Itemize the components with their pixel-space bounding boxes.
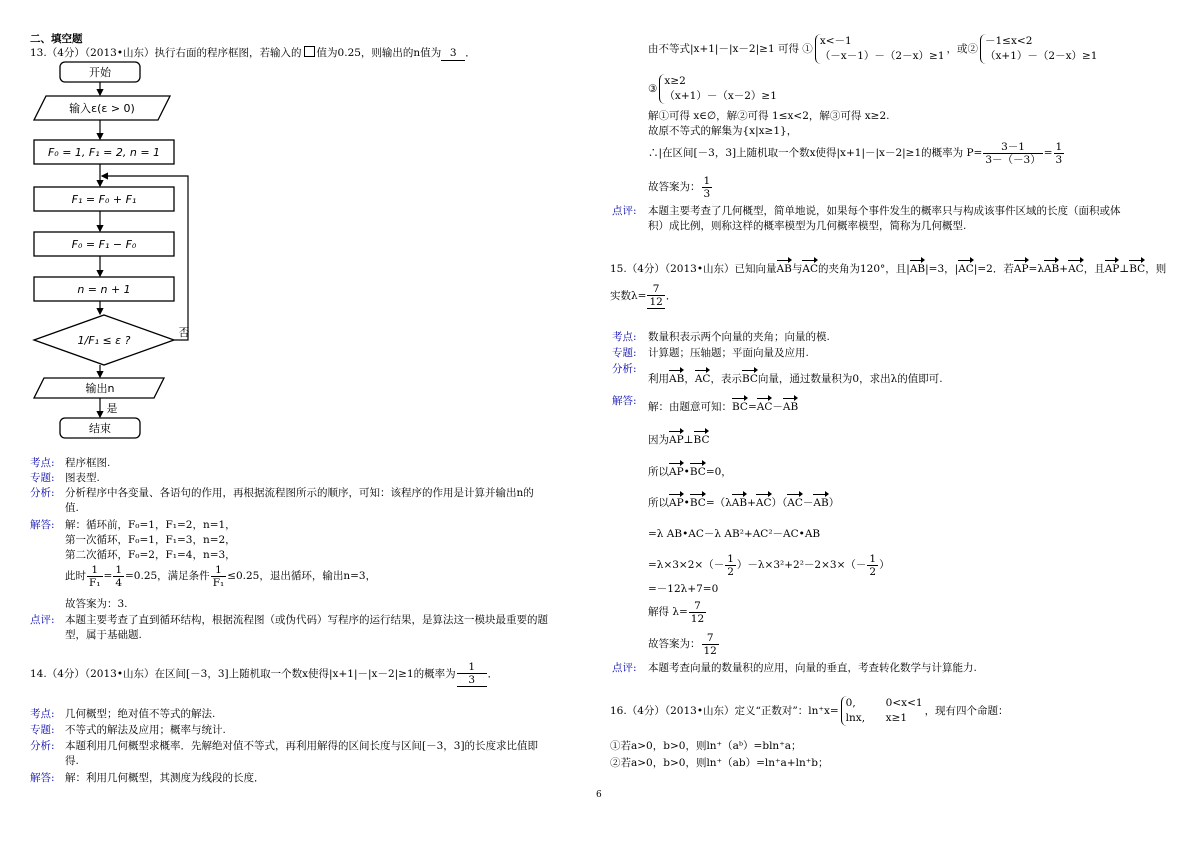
q13-kaodian-tag: 考点: [30,457,55,469]
q14-jieda-tag: 解答: [30,772,55,784]
section-title: 二、填空题 [30,33,83,45]
q15-jieda-line1: 解：由题意可知：BC=AC－AB [648,397,798,414]
q13-zhuanti: 图表型. [65,472,100,484]
q13-jieda-tag: 解答: [30,519,55,531]
q13-dianping-tag: 点评: [30,614,55,626]
q13-fenxi-tag: 分析: [30,487,55,499]
q15-jieda-line9: 故答案为： $\frac{7}{12}$ [648,631,717,657]
q13-dianping-line1: 本题主要考查了直到循环结构，根据流程图（或伪代码）写程序的运行结果，是算法这一模块最重要的题 [65,614,548,626]
q15-fenxi-tag: 分析: [612,363,637,375]
q13-kaodian: 程序框图. [65,457,111,469]
q14-cont-line4: ∴|在区间[－3，3]上随机取一个数x使得|x+1|－|x－2|≥1的概率为 P= $\frac{3-1}{3-(-3)}$ = $\frac{1}{3}$ [648,140,1063,166]
q14-fenxi-line2: 得. [65,755,79,767]
q13-stem: 13.（4分）（2013•山东）执行右面的程序框图，若输入的 值为0.25，则输出的n值为 3 ． [30,47,476,59]
epsilon-box-icon [304,46,315,57]
q14-stem: 14.（4分）（2013•山东）在区间[－3，3]上随机取一个数x使得|x+1|－|x－2|≥1的概率为 $\frac{1}{3}$ ． [30,661,499,686]
q15-dianping-tag: 点评: [612,662,637,674]
q14-cont-line3: 故原不等式的解集为{x|x≥1}， [648,125,798,137]
flow-condition-label: 1/F₁ ≤ ε ? [77,334,131,347]
q13-jieda-line4: 此时 $\frac{1}{\text{F₁}}$ = $\frac{1}{4}$ =0.25，满足条件 $\frac{1}{\text{F₁}}$ ≤0.25，退出循环，输出n=3， [65,563,377,589]
flow-step2-label: F₀ = F₁ − F₀ [71,238,137,251]
q14-cont-line5: 故答案为： $\frac{1}{3}$ [648,174,711,200]
q15-jieda-line8: 解得 λ= $\frac{7}{12}$ [648,599,705,625]
flow-init-label: F₀ = 1, F₁ = 2, n = 1 [47,146,161,159]
flow-output-label: 输出n [85,382,115,395]
q16-prop2: ②若a>0，b>0，则ln⁺（ab）=ln⁺a+ln⁺b； [610,757,829,769]
q16-prop1: ①若a>0，b>0，则ln⁺（aᵇ）=bln⁺a； [610,740,802,752]
page-number: 6 [596,790,602,800]
flowchart [28,60,198,445]
q15-fenxi: 利用AB，AC，表示BC向量，通过数量积为0，求出λ的值即可. [648,369,943,386]
q15-jieda-line6: =λ×3×2×（－ $\frac{1}{2}$ ）－λ×3²+2²－2×3×（－ $\frac{1}{2}$ ） [648,552,890,578]
q15-jieda-line5: =λ AB•AC－λ AB²+AC²－AC•AB [648,528,821,540]
q14-cont-line2: 解①可得 x∈∅，解②可得 1≤x<2，解③可得 x≥2. [648,110,890,122]
q14-dianping-tag: 点评: [612,205,637,217]
q13-jieda-line2: 第一次循环，F₀=1，F₁=3，n=2， [65,534,236,546]
q14-cont-case3: ③ x≥2 （x+1）－（x－2）≥1 [648,75,777,102]
q14-fenxi-tag: 分析: [30,740,55,752]
flow-no-label: 否 [178,326,190,339]
q14-cont-line1: 由不等式|x+1|－|x－2|≥1 可得 ① x<－1 （－x－1）－（2－x）≥1 ，或② －1≤x<2 （x+1）－（2－x）≥1 [648,35,1098,62]
q14-jieda-line1: 解：利用几何概型，其测度为线段的长度． [65,772,265,784]
q15-kaodian: 数量积表示两个向量的夹角；向量的模. [648,331,830,343]
q13-dianping-line2: 型，属于基础题. [65,629,142,641]
flow-end-label: 结束 [89,422,111,435]
flow-step1-label: F₁ = F₀ + F₁ [71,193,137,206]
q15-zhuanti: 计算题；压轴题；平面向量及应用. [648,347,809,359]
q14-zhuanti: 不等式的解法及应用；概率与统计. [65,724,226,736]
q14-dianping-line2: 积）成比例，则称这样的概率模型为几何概率模型，简称为几何概型. [648,220,967,232]
q14-dianping-line1: 本题主要考查了几何概型，简单地说，如果每个事件发生的概率只与构成该事件区域的长度（面积或体 [648,205,1121,217]
q15-jieda-line4: 所以AP•BC=（λAB+AC）（AC－AB） [648,493,839,510]
q15-dianping: 本题考查向量的数量积的应用，向量的垂直，考查转化数学与计算能力. [648,662,977,674]
q13-answer: 3 [441,46,465,61]
q15-stem-line1: 15.（4分）（2013•山东）已知向量AB与AC的夹角为120°，且|AB|=3，|AC|=2．若AP=λAB+AC，且AP⊥BC，则 [610,259,1166,276]
q16-stem: 16.（4分）（2013•山东）定义“正数对”：ln⁺x= 0, 0<x<1 lnx, x≥1 ，现有四个命题： [610,697,1009,724]
q15-stem-line2: 实数λ= $\frac{7}{12}$ ． [610,283,677,308]
q15-kaodian-tag: 考点: [612,331,637,343]
q15-answer: $\frac{7}{12}$ [649,283,663,308]
q13-jieda-line1: 解：循环前，F₀=1，F₁=2，n=1， [65,519,236,531]
q14-answer: $\frac{1}{3}$ [457,661,487,687]
flow-start-label: 开始 [89,66,111,79]
flow-step3-label: n = n + 1 [77,283,131,296]
flow-input-label: 输入ε(ε > 0) [69,102,135,115]
q14-kaodian-tag: 考点: [30,708,55,720]
q13-fenxi-line2: 值. [65,502,79,514]
q14-kaodian: 几何概型；绝对值不等式的解法. [65,708,216,720]
q13-jieda-line5: 故答案为：3. [65,598,128,610]
q15-jieda-line2: 因为AP⊥BC [648,430,709,447]
q15-jieda-line7: =－12λ+7=0 [648,583,719,595]
q14-fenxi-line1: 本题利用几何概型求概率．先解绝对值不等式，再利用解得的区间长度与区间[－3，3]的长度求比值即 [65,740,539,752]
q13-zhuanti-tag: 专题: [30,472,55,484]
q13-fenxi-line1: 分析程序中各变量、各语句的作用，再根据流程图所示的顺序，可知：该程序的作用是计算并输出n的 [65,487,534,499]
flow-yes-label: 是 [106,402,118,415]
q14-zhuanti-tag: 专题: [30,724,55,736]
q15-jieda-line3: 所以AP•BC=0， [648,462,732,479]
q15-zhuanti-tag: 专题: [612,347,637,359]
q13-jieda-line3: 第二次循环，F₀=2，F₁=4，n=3， [65,549,236,561]
q15-jieda-tag: 解答: [612,395,637,407]
